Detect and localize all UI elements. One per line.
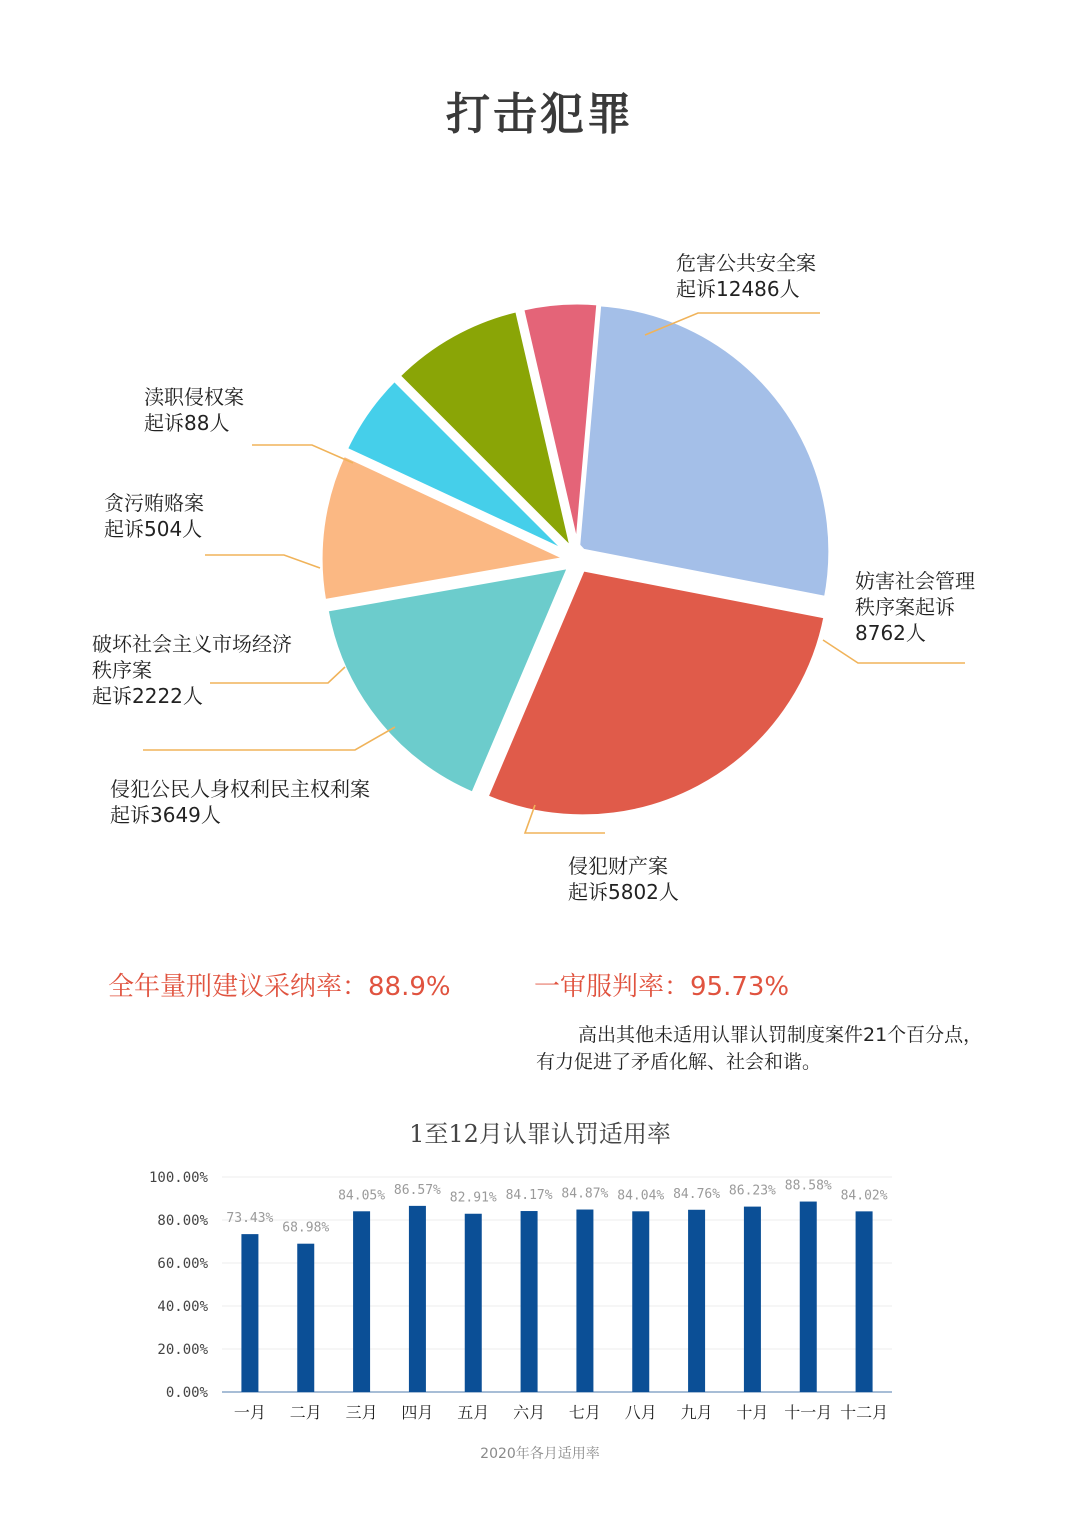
bar-chart-title: 1至12月认罪认罚适用率 [409, 1120, 671, 1148]
pie-label-malfeasance [144, 384, 244, 436]
pie-label-line: 秩序案 [92, 658, 152, 682]
x-tick-label: 九月 [680, 1403, 713, 1422]
x-tick-label: 七月 [568, 1403, 601, 1422]
bar-value-label: 84.76% [673, 1186, 721, 1202]
bar [297, 1244, 314, 1392]
pie-label-line: 侵犯财产案 [568, 854, 668, 878]
bar-value-label: 73.43% [226, 1211, 274, 1227]
bar [744, 1207, 761, 1392]
pie-label-market-economy [92, 631, 292, 709]
bar-value-label: 68.98% [282, 1220, 330, 1236]
x-tick-label: 一月 [233, 1403, 266, 1422]
pie-label-line: 侵犯公民人身权利民主权利案 [110, 777, 370, 801]
bar [632, 1211, 649, 1392]
pie-leader-line [205, 555, 320, 568]
y-tick-label: 100.00% [148, 1170, 208, 1186]
pie-label-line: 妨害社会管理 [855, 569, 975, 593]
pie-label-line: 贪污贿赂案 [104, 491, 204, 515]
bar-value-label: 82.91% [449, 1190, 497, 1206]
pie-label-line: 起诉2222人 [92, 684, 203, 708]
x-tick-label: 十二月 [840, 1403, 889, 1422]
x-tick-label: 五月 [457, 1403, 490, 1422]
bar [856, 1211, 873, 1392]
pie-label-line: 破坏社会主义市场经济 [92, 632, 292, 656]
bar-value-label: 84.87% [561, 1186, 609, 1202]
note-line-1: 高出其他未适用认罪认罚制度案件21个百分点， [578, 1024, 983, 1046]
bar-value-label: 84.05% [338, 1188, 386, 1204]
y-tick-label: 40.00% [157, 1299, 208, 1315]
bar-value-label: 84.02% [840, 1188, 888, 1204]
pie-label-personal-rights [110, 776, 370, 828]
bar-chart-caption: 2020年各月适用率 [480, 1446, 600, 1462]
pie-label-social-order [855, 568, 975, 646]
pie-leader-line [143, 727, 395, 750]
y-tick-label: 0.00% [165, 1385, 208, 1401]
bar [241, 1234, 258, 1392]
bar-value-label: 86.57% [393, 1182, 441, 1198]
x-tick-label: 十月 [736, 1403, 769, 1422]
y-tick-label: 20.00% [157, 1342, 208, 1358]
pie-label-line: 危害公共安全案 [676, 251, 816, 275]
bar [521, 1211, 538, 1392]
bar-value-label: 88.58% [784, 1178, 832, 1194]
x-tick-label: 三月 [345, 1403, 378, 1422]
note-line-2: 有力促进了矛盾化解、社会和谐。 [536, 1051, 822, 1073]
x-tick-label: 八月 [624, 1403, 657, 1422]
page-title: 打击犯罪 [446, 89, 634, 140]
pie-label-line: 起诉504人 [104, 517, 203, 541]
bar [409, 1206, 426, 1392]
x-tick-label: 十一月 [784, 1403, 833, 1422]
pie-label-line: 起诉12486人 [676, 277, 800, 301]
y-tick-label: 80.00% [157, 1213, 208, 1229]
note-text [536, 1022, 982, 1076]
pie-label-public-safety [676, 250, 816, 302]
pie-label-line: 渎职侵权案 [144, 385, 244, 409]
x-tick-label: 六月 [513, 1403, 546, 1422]
x-tick-label: 二月 [289, 1403, 322, 1422]
pie-label-line: 起诉88人 [144, 411, 230, 435]
pie-label-line: 秩序案起诉 [855, 595, 955, 619]
bar-value-label: 84.04% [617, 1188, 665, 1204]
y-tick-label: 60.00% [157, 1256, 208, 1272]
bar [465, 1214, 482, 1392]
first-instance-acceptance-rate: 一审服判率：95.73% [534, 972, 790, 1002]
bar [688, 1210, 705, 1392]
bar [576, 1210, 593, 1392]
pie-label-line: 8762人 [855, 621, 926, 645]
bar [800, 1202, 817, 1392]
pie-label-line: 起诉5802人 [568, 880, 679, 904]
bar-value-label: 84.17% [505, 1188, 553, 1204]
pie-label-line: 起诉3649人 [110, 803, 221, 827]
sentencing-adoption-rate: 全年量刑建议采纳率：88.9% [108, 972, 451, 1002]
pie-label-corruption [104, 490, 204, 542]
x-tick-label: 四月 [401, 1403, 434, 1422]
bar [353, 1211, 370, 1392]
pie-label-property [568, 853, 679, 905]
bar-chart [0, 1160, 1080, 1430]
bar-value-label: 86.23% [728, 1183, 776, 1199]
